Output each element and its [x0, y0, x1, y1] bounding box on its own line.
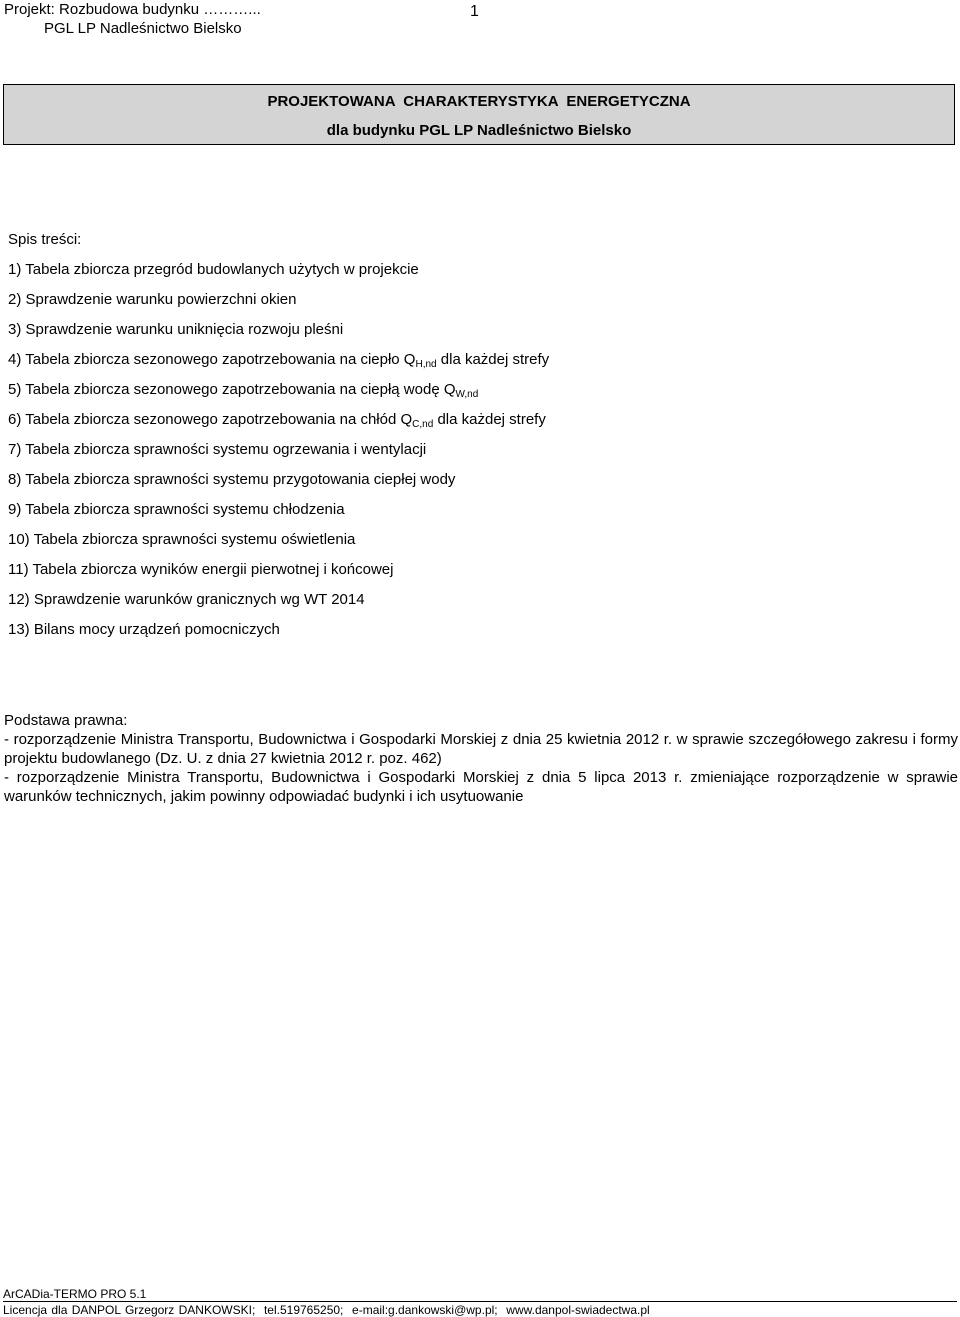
- toc-list: [8, 260, 549, 650]
- toc-item-text-suffix: dla każdej strefy: [433, 411, 546, 428]
- toc-item-text: 1) Tabela zbiorcza przegród budowlanych użytych w projekcie: [8, 261, 419, 278]
- table-of-contents: [8, 230, 549, 650]
- page-number: 1: [470, 3, 479, 20]
- toc-item-subscript: C,nd: [412, 419, 434, 430]
- software-name: ArCADia-TERMO PRO 5.1: [3, 1287, 147, 1301]
- document-subtitle: dla budynku PGL LP Nadleśnictwo Bielsko: [326, 122, 632, 139]
- toc-item-text: 5) Tabela zbiorcza sezonowego zapotrzebowania na ciepłą wodę Q: [8, 381, 456, 398]
- toc-heading: Spis treści:: [8, 231, 82, 248]
- toc-item-text: 2) Sprawdzenie warunku powierzchni okien: [8, 291, 297, 308]
- page-footer: [3, 1287, 957, 1317]
- legal-paragraph: - rozporządzenie Ministra Transportu, Budownictwa i Gospodarki Morskiej z dnia 25 kwietnia 2012 r. w sprawie szczegółowego zakresu i formy projektu budowlanego (Dz. U. z dnia 27 kwietnia 2012 r. poz. 462): [4, 731, 958, 767]
- toc-item: [8, 380, 549, 410]
- owner-name: PGL LP Nadleśnictwo Bielsko: [44, 20, 242, 37]
- toc-item: [8, 500, 549, 530]
- toc-item-text-suffix: dla każdej strefy: [436, 351, 550, 368]
- licence-info: Licencja dla DANPOL Grzegorz DANKOWSKI; tel.519765250; e-mail:g.dankowski@wp.pl; www.danpol-swiadectwa.pl: [3, 1303, 650, 1317]
- toc-item: [8, 560, 549, 590]
- toc-item: [8, 410, 549, 440]
- toc-item: [8, 350, 549, 380]
- toc-item-subscript: H,nd: [415, 359, 437, 370]
- document-title: PROJEKTOWANA CHARAKTERYSTYKA ENERGETYCZNA: [267, 93, 691, 110]
- toc-item-text: 11) Tabela zbiorcza wyników energii pierwotnej i końcowej: [8, 561, 394, 578]
- toc-item-text: 4) Tabela zbiorcza sezonowego zapotrzebowania na ciepło Q: [8, 351, 416, 368]
- toc-item-text: 3) Sprawdzenie warunku uniknięcia rozwoju pleśni: [8, 321, 344, 338]
- toc-item: [8, 620, 549, 650]
- toc-item-text: 9) Tabela zbiorcza sprawności systemu chłodzenia: [8, 501, 345, 518]
- toc-item-text: 12) Sprawdzenie warunków granicznych wg WT 2014: [8, 591, 365, 608]
- toc-item-subscript: W,nd: [455, 389, 479, 400]
- toc-item: [8, 590, 549, 620]
- toc-item-text: 6) Tabela zbiorcza sezonowego zapotrzebowania na chłód Q: [8, 411, 413, 428]
- toc-item: [8, 440, 549, 470]
- toc-item: [8, 470, 549, 500]
- legal-paragraph: - rozporządzenie Ministra Transportu, Budownictwa i Gospodarki Morskiej z dnia 5 lipca 2013 r. zmieniające rozporządzenie w sprawie warunków technicznych, jakim powinny odpowiadać budynki i ich usytuowanie: [4, 769, 958, 805]
- toc-item-text: 7) Tabela zbiorcza sprawności systemu ogrzewania i wentylacji: [8, 441, 427, 458]
- legal-heading: Podstawa prawna:: [4, 712, 128, 729]
- title-box: [3, 84, 955, 145]
- toc-item-text: 8) Tabela zbiorcza sprawności systemu przygotowania ciepłej wody: [8, 471, 456, 488]
- toc-item: [8, 320, 549, 350]
- legal-basis: [4, 711, 958, 806]
- toc-item-text: 10) Tabela zbiorcza sprawności systemu oświetlenia: [8, 531, 356, 548]
- footer-divider: [3, 1301, 957, 1302]
- toc-item: [8, 260, 549, 290]
- toc-item-text: 13) Bilans mocy urządzeń pomocniczych: [8, 621, 280, 638]
- toc-item: [8, 530, 549, 560]
- project-name: Projekt: Rozbudowa budynku ………...: [4, 1, 261, 18]
- page-header: [4, 0, 261, 38]
- toc-item: [8, 290, 549, 320]
